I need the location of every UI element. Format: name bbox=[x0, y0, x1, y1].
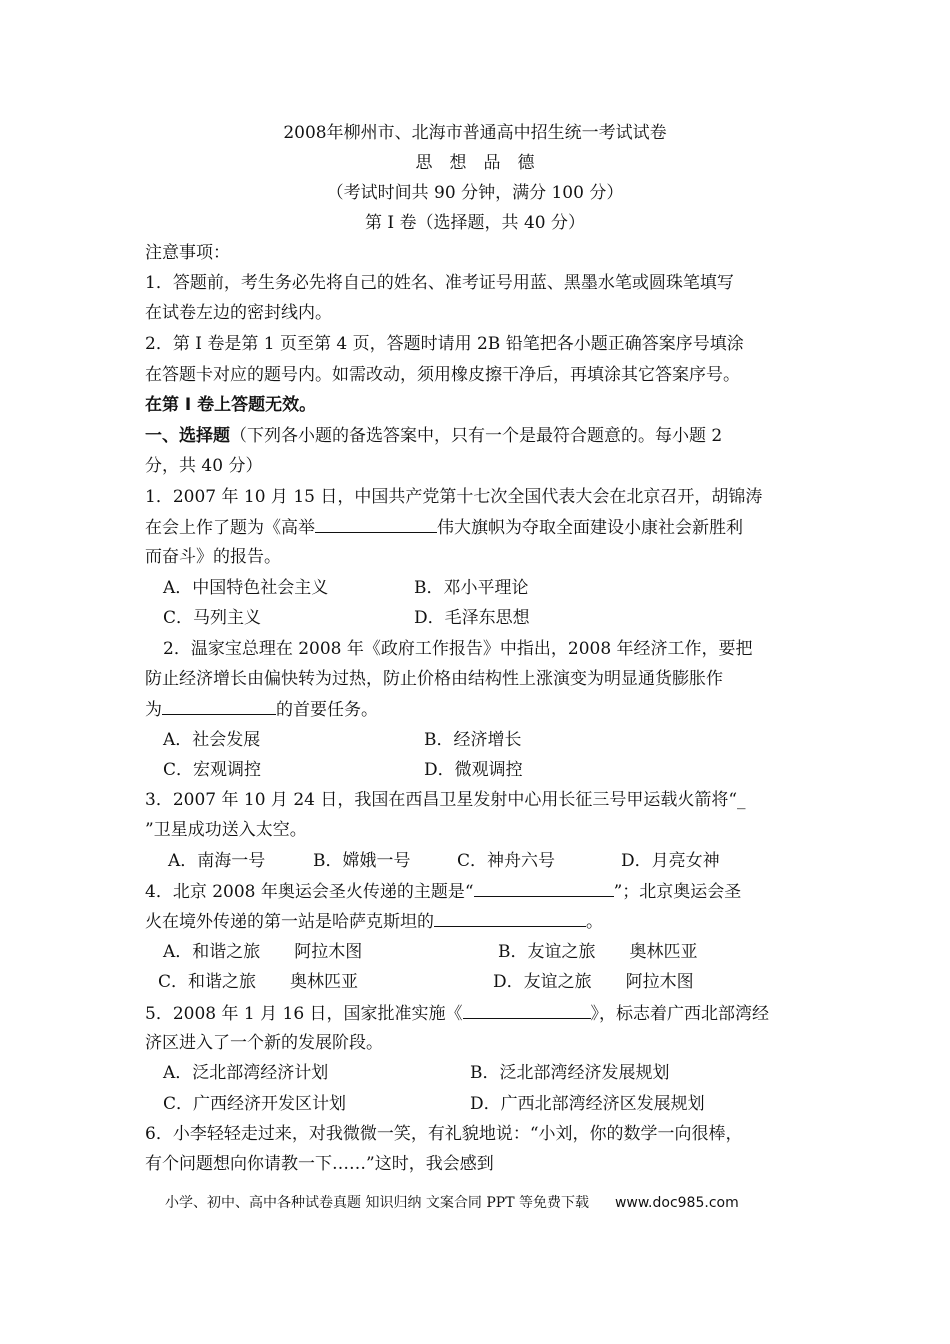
q2-option-b: B．经济增长 bbox=[424, 730, 522, 750]
q4-line-1-post: ”；北京奥运会圣 bbox=[613, 882, 742, 902]
q1-line-3: 而奋斗》的报告。 bbox=[145, 547, 281, 567]
q2-option-d: D．微观调控 bbox=[424, 760, 523, 780]
q4-option-d: D．友谊之旅 阿拉木图 bbox=[493, 972, 694, 992]
q4-line-1-pre: 4．北京 2008 年奥运会圣火传递的主题是“ bbox=[145, 882, 474, 902]
q5-option-c: C．广西经济开发区计划 bbox=[163, 1094, 347, 1114]
footer-text: 小学、初中、高中各种试卷真题 知识归纳 文案合同 PPT 等免费下载 bbox=[165, 1195, 589, 1211]
q5-option-a: A．泛北部湾经济计划 bbox=[163, 1063, 329, 1083]
part-heading: 一、选择题 bbox=[145, 426, 230, 446]
note-2-line-1: 2．第 Ⅰ 卷是第 1 页至第 4 页，答题时请用 2B 铅笔把各小题正确答案序号填涂 bbox=[145, 334, 744, 354]
q4-line-2-post: 。 bbox=[586, 912, 603, 932]
q5-line-1-pre: 5．2008 年 1 月 16 日，国家批准实施《 bbox=[145, 1004, 463, 1024]
q5-option-d: D．广西北部湾经济区发展规划 bbox=[470, 1094, 705, 1114]
q1-option-c: C．马列主义 bbox=[163, 608, 262, 628]
q2-line-3-post: 的首要任务。 bbox=[276, 700, 378, 720]
q1-line-2-pre: 在会上作了题为《高举 bbox=[145, 518, 315, 538]
q5-blank bbox=[463, 1002, 591, 1019]
part-desc-b: 分，共 40 分） bbox=[145, 456, 263, 476]
q3-line-1: 3．2007 年 10 月 24 日，我国在西昌卫星发射中心用长征三号甲运载火箭将“_ bbox=[145, 790, 746, 810]
warning-text: 在第 I 卷上答题无效。 bbox=[145, 395, 317, 415]
q2-option-a: A．社会发展 bbox=[163, 730, 261, 750]
q4-line-2 bbox=[145, 910, 603, 933]
q2-blank bbox=[162, 698, 276, 715]
q4-line-1 bbox=[145, 880, 741, 903]
q2-line-2: 防止经济增长由偏快转为过热，防止价格由结构性上涨演变为明显通货膨胀作 bbox=[145, 669, 723, 689]
q5-line-1-post: 》，标志着广西北部湾经 bbox=[590, 1004, 770, 1024]
subject-title: 思 想 品 德 bbox=[415, 153, 535, 173]
note-2-line-2: 在答题卡对应的题号内。如需改动，须用橡皮擦干净后，再填涂其它答案序号。 bbox=[145, 365, 740, 385]
q6-line-1: 6．小李轻轻走过来，对我微微一笑，有礼貌地说：“小刘，你的数学一向很棒， bbox=[145, 1124, 743, 1144]
q6-line-2: 有个问题想向你请教一下……”这时，我会感到 bbox=[145, 1154, 494, 1174]
q4-blank-2 bbox=[434, 910, 586, 927]
q1-option-d: D．毛泽东思想 bbox=[414, 608, 530, 628]
note-1-line-1: 1．答题前，考生务必先将自己的姓名、准考证号用蓝、黑墨水笔或圆珠笔填写 bbox=[145, 273, 734, 293]
part-desc-a: （下列各小题的备选答案中，只有一个是最符合题意的。每小题 2 bbox=[230, 426, 723, 446]
q1-line-1: 1．2007 年 10 月 15 日，中国共产党第十七次全国代表大会在北京召开，胡锦涛 bbox=[145, 487, 763, 507]
q4-option-b: B．友谊之旅 奥林匹亚 bbox=[498, 942, 698, 962]
q1-option-a: A．中国特色社会主义 bbox=[163, 578, 329, 598]
q3-option-c: C．神舟六号 bbox=[457, 851, 556, 871]
q2-line-3 bbox=[145, 698, 378, 721]
q3-option-a: A．南海一号 bbox=[168, 851, 266, 871]
note-1-line-2: 在试卷左边的密封线内。 bbox=[145, 303, 332, 323]
q5-line-1 bbox=[145, 1002, 769, 1025]
q5-option-b: B．泛北部湾经济发展规划 bbox=[470, 1063, 670, 1083]
q4-option-c: C．和谐之旅 奥林匹亚 bbox=[158, 972, 359, 992]
q4-blank-1 bbox=[474, 880, 614, 897]
q3-option-b: B．嫦娥一号 bbox=[313, 851, 411, 871]
q4-line-2-pre: 火在境外传递的第一站是哈萨克斯坦的 bbox=[145, 912, 434, 932]
q2-line-3-pre: 为 bbox=[145, 700, 162, 720]
q5-line-2: 济区进入了一个新的发展阶段。 bbox=[145, 1033, 383, 1053]
q3-line-2: ”卫星成功送入太空。 bbox=[145, 820, 307, 840]
section-title: 第 Ⅰ 卷（选择题，共 40 分） bbox=[365, 213, 585, 233]
q4-option-a: A．和谐之旅 阿拉木图 bbox=[163, 942, 363, 962]
q1-blank bbox=[315, 516, 437, 533]
footer-url-link[interactable]: www.doc985.com bbox=[614, 1195, 739, 1211]
notes-heading: 注意事项： bbox=[145, 243, 230, 263]
footer bbox=[165, 1192, 739, 1212]
q2-option-c: C．宏观调控 bbox=[163, 760, 262, 780]
time-info: （考试时间共 90 分钟，满分 100 分） bbox=[326, 183, 624, 203]
exam-title: 2008年柳州市、北海市普通高中招生统一考试试卷 bbox=[283, 123, 667, 143]
q2-line-1: 2．温家宝总理在 2008 年《政府工作报告》中指出，2008 年经济工作，要把 bbox=[163, 639, 753, 659]
q3-option-d: D．月亮女神 bbox=[621, 851, 720, 871]
q1-option-b: B．邓小平理论 bbox=[414, 578, 529, 598]
part-heading-line-1 bbox=[145, 425, 722, 447]
q1-line-2-post: 伟大旗帜为夺取全面建设小康社会新胜利 bbox=[437, 518, 743, 538]
q1-line-2 bbox=[145, 516, 743, 539]
